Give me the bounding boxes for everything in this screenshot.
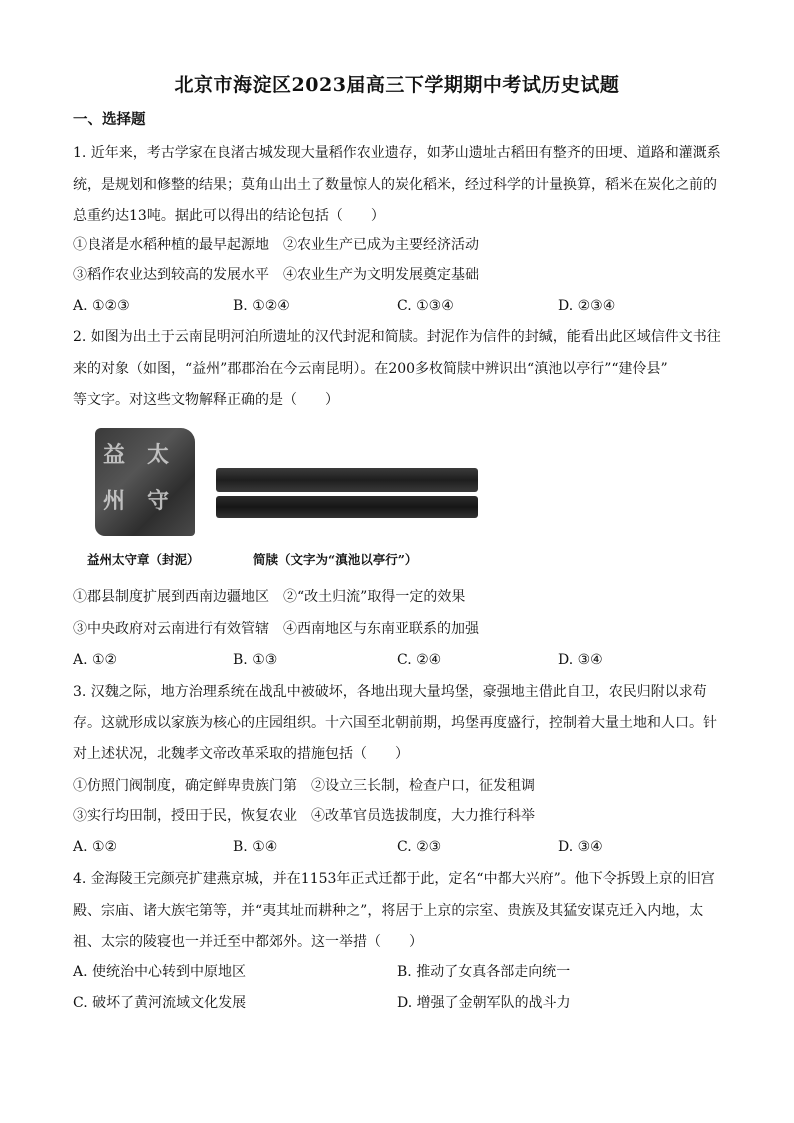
- q4-option-a[interactable]: A. 使统治中心转到中原地区: [73, 964, 247, 980]
- clay-seal-image: 益 太 州 守: [95, 428, 195, 536]
- q2-option-a[interactable]: A. ①②: [73, 652, 118, 668]
- q2-option-b[interactable]: B. ①③: [233, 652, 278, 668]
- bamboo-slip-image-lower: [216, 496, 478, 518]
- q1-option-a[interactable]: A. ①②③: [73, 298, 130, 314]
- section-heading: 一、选择题: [73, 111, 146, 128]
- q3-option-a[interactable]: A. ①②: [73, 839, 118, 855]
- q2-line-3: 等文字。对这些文物解释正确的是（ ）: [73, 392, 339, 408]
- q4-line-2: 殿、宗庙、诸大族宅第等，并“夷其址而耕种之”，将居于上京的宗室、贵族及其猛安谋克迁入内地，太: [73, 903, 704, 919]
- q3-line-2: 存。这就形成以家族为核心的庄园组织。十六国至北朝前期，坞堡再度盛行，控制着大量土地和人口。针: [73, 715, 717, 731]
- q4-line-3: 祖、太宗的陵寝也一并迁至中都郊外。这一举措（ ）: [73, 934, 423, 950]
- page-title: 北京市海淀区2023届高三下学期期中考试历史试题: [174, 74, 620, 96]
- caption-clay-seal: 益州太守章（封泥）: [87, 552, 200, 567]
- q1-line-3: 总重约达13吨。据此可以得出的结论包括（ ）: [73, 208, 385, 224]
- q1-statement-2: ③稻作农业达到较高的发展水平 ④农业生产为文明发展奠定基础: [73, 267, 479, 283]
- q3-statement-1: ①仿照门阀制度，确定鲜卑贵族门第 ②设立三长制，检查户口，征发租调: [73, 778, 535, 794]
- q1-option-c[interactable]: C. ①③④: [397, 298, 454, 314]
- q4-option-c[interactable]: C. 破坏了黄河流域文化发展: [73, 995, 247, 1011]
- q4-option-b[interactable]: B. 推动了女真各部走向统一: [397, 964, 571, 980]
- q2-option-c[interactable]: C. ②④: [397, 652, 442, 668]
- q4-option-d[interactable]: D. 增强了金朝军队的战斗力: [397, 995, 571, 1011]
- q4-line-1: 4. 金海陵王完颜亮扩建燕京城，并在1153年正式迁都于此，定名“中都大兴府”。他下令拆毁上京的旧宫: [73, 871, 715, 887]
- q1-option-d[interactable]: D. ②③④: [558, 298, 616, 314]
- artifact-figure: [73, 420, 493, 570]
- q1-option-b[interactable]: B. ①②④: [233, 298, 290, 314]
- q2-option-d[interactable]: D. ③④: [558, 652, 603, 668]
- q3-statement-2: ③实行均田制，授田于民，恢复农业 ④改革官员选拔制度，大力推行科举: [73, 808, 535, 824]
- q3-line-1: 3. 汉魏之际，地方治理系统在战乱中被破坏，各地出现大量坞堡，豪强地主借此自卫，农民归附以求苟: [73, 684, 707, 700]
- q1-line-2: 统，是规划和修整的结果；莫角山出土了数量惊人的炭化稻米，经过科学的计量换算，稻米在炭化之前的: [73, 177, 717, 193]
- q3-option-b[interactable]: B. ①④: [233, 839, 278, 855]
- q1-line-1: 1. 近年来，考古学家在良渚古城发现大量稻作农业遗存，如茅山遗址古稻田有整齐的田埂、道路和灌溉系: [73, 145, 721, 161]
- q2-line-1: 2. 如图为出土于云南昆明河泊所遗址的汉代封泥和简牍。封泥作为信件的封缄，能看出此区域信件文书往: [73, 329, 721, 345]
- q2-statement-2: ③中央政府对云南进行有效管辖 ④西南地区与东南亚联系的加强: [73, 621, 479, 637]
- bamboo-slip-image: [216, 468, 478, 492]
- caption-bamboo-slip: 简牍（文字为“滇池以亭行”）: [253, 552, 418, 567]
- q1-statement-1: ①良渚是水稻种植的最早起源地 ②农业生产已成为主要经济活动: [73, 237, 479, 253]
- q3-line-3: 对上述状况，北魏孝文帝改革采取的措施包括（ ）: [73, 746, 409, 762]
- q2-line-2: 来的对象（如图，“益州”郡郡治在今云南昆明）。在200多枚简牍中辨识出“滇池以亭行”“建伶县”: [73, 361, 668, 377]
- q3-option-d[interactable]: D. ③④: [558, 839, 603, 855]
- q3-option-c[interactable]: C. ②③: [397, 839, 442, 855]
- q2-statement-1: ①郡县制度扩展到西南边疆地区 ②“改土归流”取得一定的效果: [73, 589, 466, 605]
